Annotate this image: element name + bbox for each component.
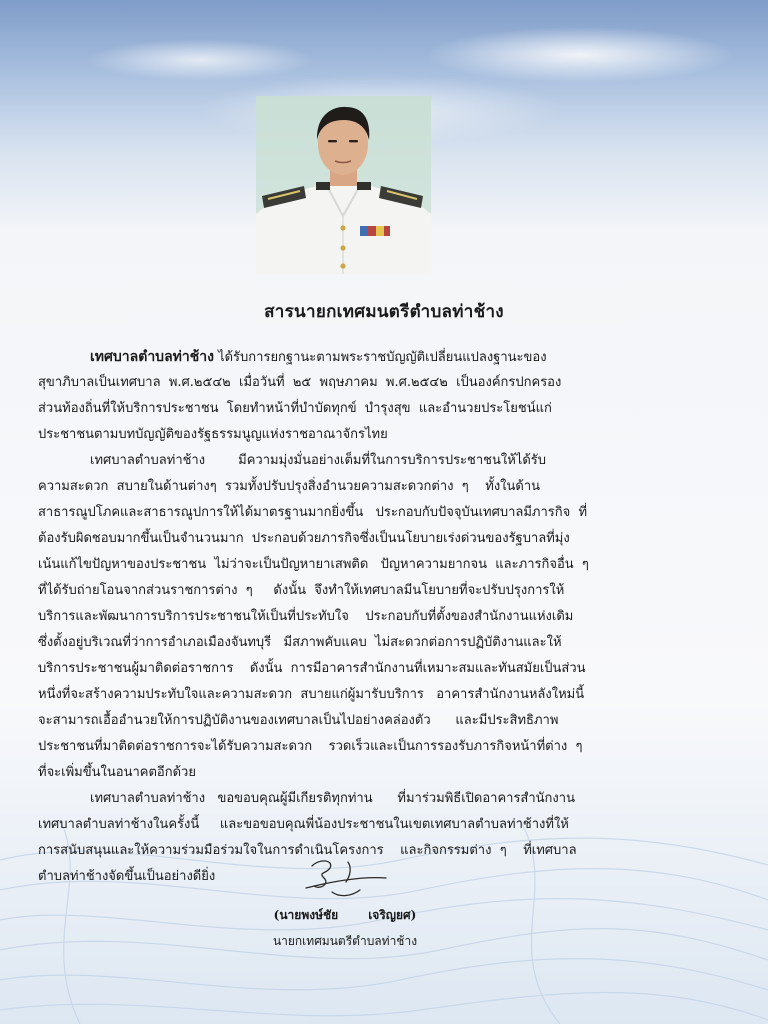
page-title: สารนายกเทศมนตรีตำบลท่าช้าง	[264, 302, 504, 322]
paragraph-line: สุขาภิบาลเป็นเทศบาล พ.ศ.๒๕๔๒ เมื่อวันที่ ๒๕ พฤษภาคม พ.ศ.๒๕๔๒ เป็นองค์กรปกครอง	[38, 375, 562, 390]
paragraph-line: บริการประชาชนผู้มาติดต่อราชการ ดังนั้น การมีอาคารสำนักงานที่เหมาะสมและทันสมัยเป็นส่วน	[38, 661, 586, 676]
paragraph-line: การสนับสนุนและให้ความร่วมมือร่วมใจในการดำเนินโครงการ และกิจกรรมต่าง ๆ ที่เทศบาล	[38, 843, 577, 858]
message-body	[38, 344, 736, 890]
paragraph-line: เทศบาลตำบลท่าช้าง ขอขอบคุณผู้มีเกียรติทุกท่าน ที่มาร่วมพิธีเปิดอาคารสำนักงาน	[90, 791, 575, 806]
paragraph-line: ตำบลท่าช้างจัดขึ้นเป็นอย่างดียิ่ง	[38, 869, 216, 884]
paragraph-line: สาธารณูปโภคและสาธารณูปการให้ได้มาตรฐานมากยิ่งขึ้น ประกอบกับปัจจุบันเทศบาลมีภารกิจ ที่	[38, 505, 588, 520]
paragraph-line: หนึ่งที่จะสร้างความประทับใจและความสะดวก สบายแก่ผู้มารับบริการ อาคารสำนักงานหลังใหม่นี้	[38, 687, 585, 702]
paragraph-line: ซึ่งตั้งอยู่บริเวณที่ว่าการอำเภอเมืองจันทบุรี มีสภาพคับแคบ ไม่สะดวกต่อการปฏิบัติงานและให้	[38, 635, 562, 650]
lead-text: เทศบาลตำบลท่าช้าง	[90, 349, 214, 365]
handwritten-signature	[290, 852, 400, 912]
paragraph-line: ส่วนท้องถิ่นที่ให้บริการประชาชน โดยทำหน้าที่บำบัดทุกข์ บำรุงสุข และอำนวยประโยชน์แก่	[38, 401, 552, 416]
paragraph-line: ความสะดวก สบายในด้านต่างๆ รวมทั้งปรับปรุงสิ่งอำนวยความสะดวกต่าง ๆ ทั้งในด้าน	[38, 479, 541, 494]
paragraph-line: เทศบาลตำบลท่าช้างในครั้งนี้ และขอขอบคุณพี่น้องประชาชนในเขตเทศบาลตำบลท่าช้างที่ให้	[38, 817, 569, 832]
paragraph-line: ประชาชนตามบทบัญญัติของรัฐธรรมนูญแห่งราชอาณาจักรไทย	[38, 427, 388, 442]
signatory-last-name: เจริญยศ)	[368, 908, 417, 922]
mayor-portrait-photo	[256, 96, 431, 274]
lead-continuation: ได้รับการยกฐานะตามพระราชบัญญัติเปลี่ยนแปลงฐานะของ	[213, 350, 547, 365]
paragraph-line: ที่ได้รับถ่ายโอนจากส่วนราชการต่าง ๆ ดังนั้น จึงทำให้เทศบาลมีนโยบายที่จะปรับปรุงการให้	[38, 583, 565, 598]
paragraph-line	[38, 344, 736, 370]
signatory-position: นายกเทศมนตรีตำบลท่าช้าง	[272, 934, 418, 948]
paragraph-line: ประชาชนที่มาติดต่อราชการจะได้รับความสะดวก รวดเร็วและเป็นการรองรับภารกิจหน้าที่ต่าง ๆ	[38, 739, 583, 754]
signatory-first-name: (นายพงษ์ชัย	[273, 908, 339, 922]
paragraph-line: บริการและพัฒนาการบริการประชาชนให้เป็นที่ประทับใจ ประกอบกับที่ตั้งของสำนักงานแห่งเดิม	[38, 609, 574, 624]
paragraph-line: เน้นแก้ไขปัญหาของประชาชน ไม่ว่าจะเป็นปัญหายาเสพติด ปัญหาความยากจน และภารกิจอื่น ๆ	[38, 557, 589, 572]
paragraph-line: เทศบาลตำบลท่าช้าง มีความมุ่งมั่นอย่างเต็มที่ในการบริการประชาชนให้ได้รับ	[90, 453, 547, 468]
paragraph-line: ที่จะเพิ่มขึ้นในอนาคตอีกด้วย	[38, 765, 196, 780]
signatory-name	[0, 906, 690, 925]
paragraph-line: ต้องรับผิดชอบมากขึ้นเป็นจำนวนมาก ประกอบด้วยภารกิจซึ่งเป็นนโยบายเร่งด่วนของรัฐบาลที่มุ่ง	[38, 531, 570, 546]
paragraph-line: จะสามารถเอื้ออำนวยให้การปฏิบัติงานของเทศบาลเป็นไปอย่างคล่องตัว และมีประสิทธิภาพ	[38, 713, 559, 728]
